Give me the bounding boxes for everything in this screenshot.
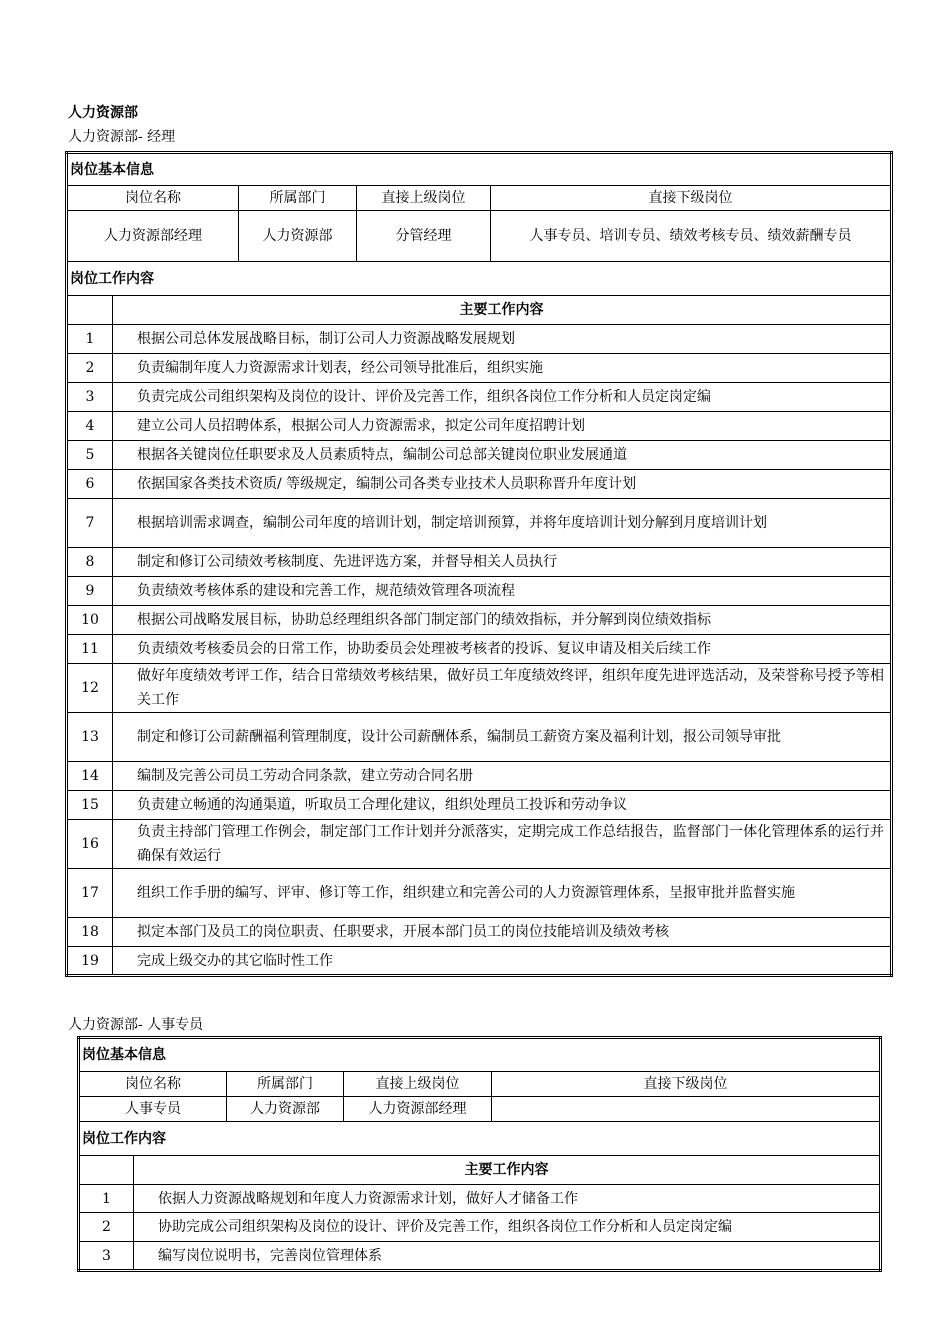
basic-info-label: 岗位基本信息 <box>67 153 892 186</box>
item-text: 依据国家各类技术资质/ 等级规定，编制公司各类专业技术人员职称晋升年度计划 <box>113 470 892 499</box>
value-subordinates: 人事专员、培训专员、绩效考核专员、绩效薪酬专员 <box>491 211 892 262</box>
item-number: 9 <box>67 577 113 606</box>
section2-table <box>77 1036 882 1272</box>
blank-cell <box>79 1156 134 1185</box>
header-position-name: 岗位名称 <box>67 186 239 211</box>
item-text: 负责绩效考核委员会的日常工作，协助委员会处理被考核者的投诉、复议申请及相关后续工作 <box>113 635 892 664</box>
item-number: 3 <box>67 383 113 412</box>
item-number: 10 <box>67 606 113 635</box>
item-text: 负责完成公司组织架构及岗位的设计、评价及完善工作，组织各岗位工作分析和人员定岗定编 <box>113 383 892 412</box>
item-text: 编制及完善公司员工劳动合同条款，建立劳动合同名册 <box>113 762 892 791</box>
item-number: 5 <box>67 441 113 470</box>
item-number: 1 <box>79 1185 134 1213</box>
item-text: 根据公司总体发展战略目标，制订公司人力资源战略发展规划 <box>113 325 892 354</box>
item-number: 12 <box>67 664 113 713</box>
table-row <box>67 606 892 635</box>
item-number: 2 <box>79 1213 134 1242</box>
value-subordinates <box>492 1097 881 1122</box>
item-number: 7 <box>67 499 113 548</box>
table-row <box>67 869 892 918</box>
item-text: 组织工作手册的编写、评审、修订等工作，组织建立和完善公司的人力资源管理体系，呈报审批并监督实施 <box>113 869 892 918</box>
header-subordinates: 直接下级岗位 <box>492 1072 881 1097</box>
item-text: 负责绩效考核体系的建设和完善工作，规范绩效管理各项流程 <box>113 577 892 606</box>
table-row <box>67 412 892 441</box>
header-position-name: 岗位名称 <box>79 1072 227 1097</box>
item-number: 2 <box>67 354 113 383</box>
item-text: 编写岗位说明书，完善岗位管理体系 <box>134 1242 881 1271</box>
item-number: 6 <box>67 470 113 499</box>
item-text: 根据各关键岗位任职要求及人员素质特点，编制公司总部关键岗位职业发展通道 <box>113 441 892 470</box>
value-department: 人力资源部 <box>239 211 357 262</box>
value-department: 人力资源部 <box>227 1097 344 1122</box>
item-number: 17 <box>67 869 113 918</box>
work-content-label: 岗位工作内容 <box>79 1122 881 1156</box>
table-row <box>67 713 892 762</box>
item-text: 拟定本部门及员工的岗位职责、任职要求，开展本部门员工的岗位技能培训及绩效考核 <box>113 918 892 947</box>
item-text: 根据公司战略发展目标，协助总经理组织各部门制定部门的绩效指标，并分解到岗位绩效指标 <box>113 606 892 635</box>
table-row <box>67 548 892 577</box>
item-text: 建立公司人员招聘体系，根据公司人力资源需求，拟定公司年度招聘计划 <box>113 412 892 441</box>
blank-cell <box>67 296 113 325</box>
header-superior: 直接上级岗位 <box>344 1072 492 1097</box>
section1-table <box>65 151 893 977</box>
header-department: 所属部门 <box>227 1072 344 1097</box>
item-text: 负责建立畅通的沟通渠道，听取员工合理化建议，组织处理员工投诉和劳动争议 <box>113 791 892 820</box>
table-row <box>79 1242 881 1271</box>
item-text: 制定和修订公司绩效考核制度、先进评选方案，并督导相关人员执行 <box>113 548 892 577</box>
table-row <box>67 441 892 470</box>
table-row <box>67 664 892 713</box>
table-row <box>67 947 892 976</box>
item-number: 3 <box>79 1242 134 1271</box>
table-row <box>79 1185 881 1213</box>
section2-subtitle: 人力资源部- 人事专员 <box>68 1017 204 1033</box>
basic-info-label: 岗位基本信息 <box>79 1038 881 1072</box>
item-number: 11 <box>67 635 113 664</box>
table-row <box>67 762 892 791</box>
item-number: 8 <box>67 548 113 577</box>
item-number: 4 <box>67 412 113 441</box>
table-row <box>67 383 892 412</box>
table-row <box>67 635 892 664</box>
item-number: 13 <box>67 713 113 762</box>
item-number: 1 <box>67 325 113 354</box>
item-text: 完成上级交办的其它临时性工作 <box>113 947 892 976</box>
item-text: 根据培训需求调查，编制公司年度的培训计划，制定培训预算，并将年度培训计划分解到月度培训计划 <box>113 499 892 548</box>
main-work-header: 主要工作内容 <box>134 1156 881 1185</box>
table-row <box>67 918 892 947</box>
header-superior: 直接上级岗位 <box>357 186 491 211</box>
dept-title: 人力资源部 <box>68 105 138 121</box>
item-text: 负责编制年度人力资源需求计划表，经公司领导批准后，组织实施 <box>113 354 892 383</box>
header-subordinates: 直接下级岗位 <box>491 186 892 211</box>
main-work-header: 主要工作内容 <box>113 296 892 325</box>
value-position-name: 人力资源部经理 <box>67 211 239 262</box>
table-row <box>79 1213 881 1242</box>
table-row <box>67 354 892 383</box>
section1-items <box>67 325 892 976</box>
table-row <box>67 577 892 606</box>
work-content-label: 岗位工作内容 <box>67 262 892 296</box>
item-number: 16 <box>67 820 113 869</box>
item-text: 做好年度绩效考评工作，结合日常绩效考核结果，做好员工年度绩效终评，组织年度先进评选活动，及荣誉称号授予等相关工作 <box>113 664 892 713</box>
item-text: 协助完成公司组织架构及岗位的设计、评价及完善工作，组织各岗位工作分析和人员定岗定编 <box>134 1213 881 1242</box>
section2-items <box>79 1185 881 1271</box>
value-superior: 人力资源部经理 <box>344 1097 492 1122</box>
item-number: 19 <box>67 947 113 976</box>
value-superior: 分管经理 <box>357 211 491 262</box>
value-position-name: 人事专员 <box>79 1097 227 1122</box>
section1-subtitle: 人力资源部- 经理 <box>68 129 176 145</box>
item-number: 14 <box>67 762 113 791</box>
item-text: 负责主持部门管理工作例会，制定部门工作计划并分派落实，定期完成工作总结报告，监督部门一体化管理体系的运行并确保有效运行 <box>113 820 892 869</box>
table-row <box>67 470 892 499</box>
table-row <box>67 791 892 820</box>
item-text: 制定和修订公司薪酬福利管理制度，设计公司薪酬体系，编制员工薪资方案及福利计划，报公司领导审批 <box>113 713 892 762</box>
header-department: 所属部门 <box>239 186 357 211</box>
table-row <box>67 325 892 354</box>
table-row <box>67 820 892 869</box>
item-number: 18 <box>67 918 113 947</box>
table-row <box>67 499 892 548</box>
item-text: 依据人力资源战略规划和年度人力资源需求计划，做好人才储备工作 <box>134 1185 881 1213</box>
item-number: 15 <box>67 791 113 820</box>
